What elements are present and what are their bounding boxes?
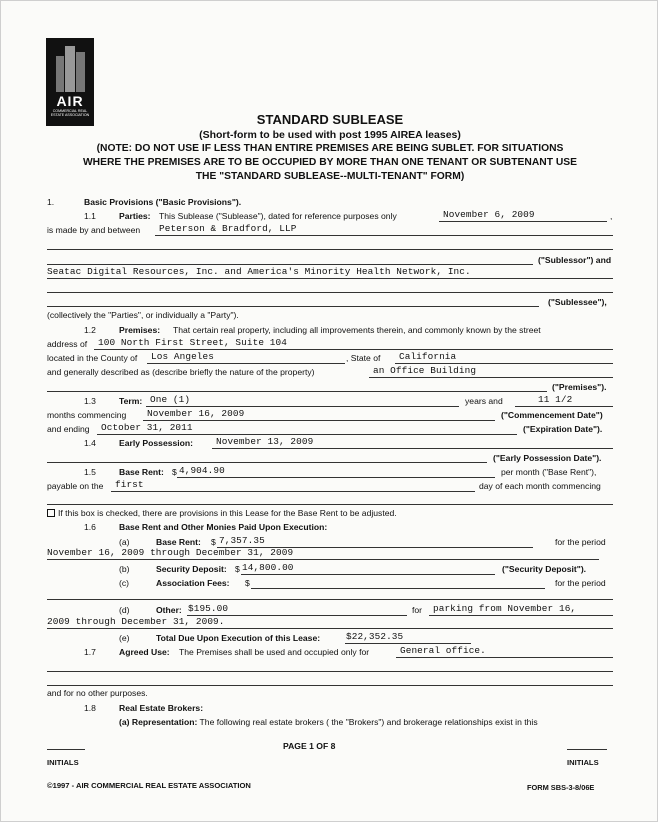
item-d-description-1: parking from November 16, — [433, 603, 577, 614]
agreed-use-line-2 — [47, 671, 613, 672]
brokers-label: Real Estate Brokers: — [119, 703, 204, 713]
years-and-text: years and — [465, 396, 503, 406]
item-d-for: for — [412, 605, 423, 615]
item-d-label: Other: — [156, 605, 182, 615]
day-commencing-text: day of each month commencing — [479, 481, 601, 491]
address-label: address of — [47, 339, 88, 349]
item-a-label: Base Rent: — [156, 537, 201, 547]
date-underline — [439, 221, 607, 222]
item-d-desc-underline — [429, 615, 613, 616]
item-e-underline — [345, 643, 471, 644]
item-d-description-2: 2009 through December 31, 2009. — [47, 616, 225, 627]
item-a-for-period: for the period — [555, 537, 606, 547]
item-b-amount: 14,800.00 — [242, 562, 294, 573]
made-by-text: is made by and between — [47, 225, 141, 235]
property-description: an Office Building — [373, 365, 477, 376]
logo-subtext: COMMERCIAL REAL ESTATE ASSOCIATION — [50, 109, 90, 117]
item-b-tag: ("Security Deposit"). — [502, 564, 587, 574]
state-label: , State of — [346, 353, 381, 363]
sublessor-name: Peterson & Bradford, LLP — [159, 223, 297, 234]
form-number: FORM SBS-3-8/06E — [527, 783, 595, 792]
sublease-date: November 6, 2009 — [443, 209, 535, 220]
sublessee-name: Seatac Digital Resources, Inc. and America's Minority Health Network, Inc. — [47, 266, 471, 277]
copyright: ©1997 - AIR COMMERCIAL REAL ESTATE ASSOCIATION — [47, 781, 251, 790]
item-c-letter: (c) — [119, 578, 130, 588]
base-rent-amount: 4,904.90 — [179, 465, 225, 476]
early-possession-underline — [212, 448, 613, 449]
parties-intro-text: This Sublease ("Sublease"), dated for reference purposes only — [159, 211, 397, 221]
note-line-1: (NOTE: DO NOT USE IF LESS THAN ENTIRE PREMISES ARE BEING SUBLET. FOR SITUATIONS — [96, 143, 564, 154]
initials-left: INITIALS — [47, 758, 79, 767]
early-possession-tag: ("Early Possession Date"). — [493, 453, 602, 463]
base-rent-underline — [177, 477, 495, 478]
initials-right: INITIALS — [567, 758, 599, 767]
sublessor-line-3 — [47, 264, 533, 265]
premises-address: 100 North First Street, Suite 104 — [98, 337, 287, 348]
initials-right-line — [567, 749, 607, 750]
date-comma: , — [610, 211, 613, 221]
state-underline — [395, 363, 613, 364]
section-1-heading: Basic Provisions ("Basic Provisions"). — [84, 197, 242, 207]
premises-tag: ("Premises"). — [552, 382, 607, 392]
item-c-label: Association Fees: — [156, 578, 230, 588]
representation-row — [119, 717, 538, 727]
county-value: Los Angeles — [151, 351, 214, 362]
base-rent-dollar: $ — [172, 467, 177, 477]
description-line-2 — [47, 391, 547, 392]
term-months: 11 1/2 — [538, 394, 573, 405]
sublessor-tag: ("Sublessor") and — [538, 255, 612, 265]
months-commencing-text: months commencing — [47, 410, 127, 420]
sublessee-line-3 — [47, 306, 539, 307]
item-a-period-underline — [47, 559, 599, 560]
section-1-number: 1. — [47, 197, 55, 207]
section-1-1-number: 1.1 — [84, 211, 96, 221]
term-label: Term: — [119, 396, 143, 406]
months-underline — [515, 406, 613, 407]
item-b-dollar: $ — [235, 564, 240, 574]
other-purposes-text: and for no other purposes. — [47, 688, 148, 698]
item-c-dollar: $ — [245, 578, 250, 588]
term-underline — [146, 406, 459, 407]
payable-on-text: payable on the — [47, 481, 104, 491]
item-e-label: Total Due Upon Execution of this Lease: — [156, 633, 321, 643]
sublessee-tag: ("Sublessee"), — [548, 297, 607, 307]
item-d-amount: $195.00 — [188, 603, 229, 614]
item-b-letter: (b) — [119, 564, 130, 574]
section-1-7-number: 1.7 — [84, 647, 96, 657]
parties-label: Parties: — [119, 211, 151, 221]
representation-text: The following real estate brokers ( the "Brokers") and brokerage relationships exist in this — [199, 717, 538, 727]
agreed-use-value: General office. — [400, 645, 486, 656]
item-a-letter: (a) — [119, 537, 130, 547]
commencement-underline — [143, 420, 495, 421]
sublessee-underline — [47, 278, 613, 279]
note-line-2: WHERE THE PREMISES ARE TO BE OCCUPIED BY MORE THAN ONE TENANT OR SUBTENANT USE — [82, 157, 578, 168]
item-a-period: November 16, 2009 through December 31, 2009 — [47, 547, 294, 558]
item-b-label: Security Deposit: — [156, 564, 227, 574]
rent-adjustment-checkbox[interactable] — [47, 509, 55, 517]
payment-day: first — [115, 479, 144, 490]
document-subtitle: (Short-form to be used with post 1995 AIREA leases) — [199, 129, 461, 141]
expiration-date: October 31, 2011 — [101, 422, 193, 433]
address-underline — [94, 349, 613, 350]
item-e-letter: (e) — [119, 633, 130, 643]
initials-left-line — [47, 749, 85, 750]
item-c-underline — [251, 588, 545, 589]
representation-label: (a) Representation: — [119, 717, 198, 727]
section-1-2-number: 1.2 — [84, 325, 96, 335]
agreed-use-underline — [396, 657, 613, 658]
term-years: One (1) — [150, 394, 191, 405]
item-c-line-2 — [47, 599, 613, 600]
section-1-8-number: 1.8 — [84, 703, 96, 713]
rent-adjustment-row — [47, 508, 397, 518]
agreed-use-text: The Premises shall be used and occupied only for — [179, 647, 370, 657]
item-a-dollar: $ — [211, 537, 216, 547]
per-month-text: per month ("Base Rent"), — [501, 467, 597, 477]
section-1-4-number: 1.4 — [84, 438, 96, 448]
state-value: California — [399, 351, 457, 362]
agreed-use-line-3 — [47, 685, 613, 686]
expiration-tag: ("Expiration Date"). — [523, 424, 603, 434]
county-underline — [147, 363, 345, 364]
early-possession-label: Early Possession: — [119, 438, 194, 448]
item-c-for-period: for the period — [555, 578, 606, 588]
collectively-text: (collectively the "Parties", or individually a "Party"). — [47, 310, 239, 320]
early-possession-date: November 13, 2009 — [216, 436, 314, 447]
expiration-underline — [97, 434, 517, 435]
early-possession-line-2 — [47, 462, 487, 463]
page-number: PAGE 1 OF 8 — [283, 741, 336, 751]
premises-label: Premises: — [119, 325, 161, 335]
item-b-underline — [241, 574, 495, 575]
base-rent-label: Base Rent: — [119, 467, 164, 477]
logo-text: AIR — [56, 93, 84, 109]
sublessor-line-2 — [47, 249, 613, 250]
commencing-line — [47, 504, 613, 505]
commencement-tag: ("Commencement Date") — [501, 410, 603, 420]
document-title: STANDARD SUBLEASE — [256, 112, 404, 127]
section-1-6-number: 1.6 — [84, 522, 96, 532]
note-line-3: THE "STANDARD SUBLEASE--MULTI-TENANT" FORM) — [195, 171, 465, 182]
description-underline — [369, 377, 613, 378]
ending-label: and ending — [47, 424, 90, 434]
item-e-amount: $22,352.35 — [346, 631, 404, 642]
item-d-letter: (d) — [119, 605, 130, 615]
section-1-5-number: 1.5 — [84, 467, 96, 477]
monies-heading: Base Rent and Other Monies Paid Upon Execution: — [119, 522, 328, 532]
payment-day-underline — [111, 491, 475, 492]
agreed-use-label: Agreed Use: — [119, 647, 170, 657]
building-icon — [52, 46, 88, 92]
rent-adjustment-text: If this box is checked, there are provisions in this Lease for the Base Rent to be adjusted. — [58, 508, 397, 518]
section-1-3-number: 1.3 — [84, 396, 96, 406]
commencement-date: November 16, 2009 — [147, 408, 245, 419]
county-label: located in the County of — [47, 353, 138, 363]
item-d-line-2 — [47, 628, 613, 629]
description-label: and generally described as (describe briefly the nature of the property) — [47, 367, 315, 377]
sublessor-underline — [155, 235, 613, 236]
premises-text: That certain real property, including all improvements therein, and commonly known by the street — [173, 325, 541, 335]
sublessee-line-2 — [47, 292, 613, 293]
item-a-amount: 7,357.35 — [219, 535, 265, 546]
